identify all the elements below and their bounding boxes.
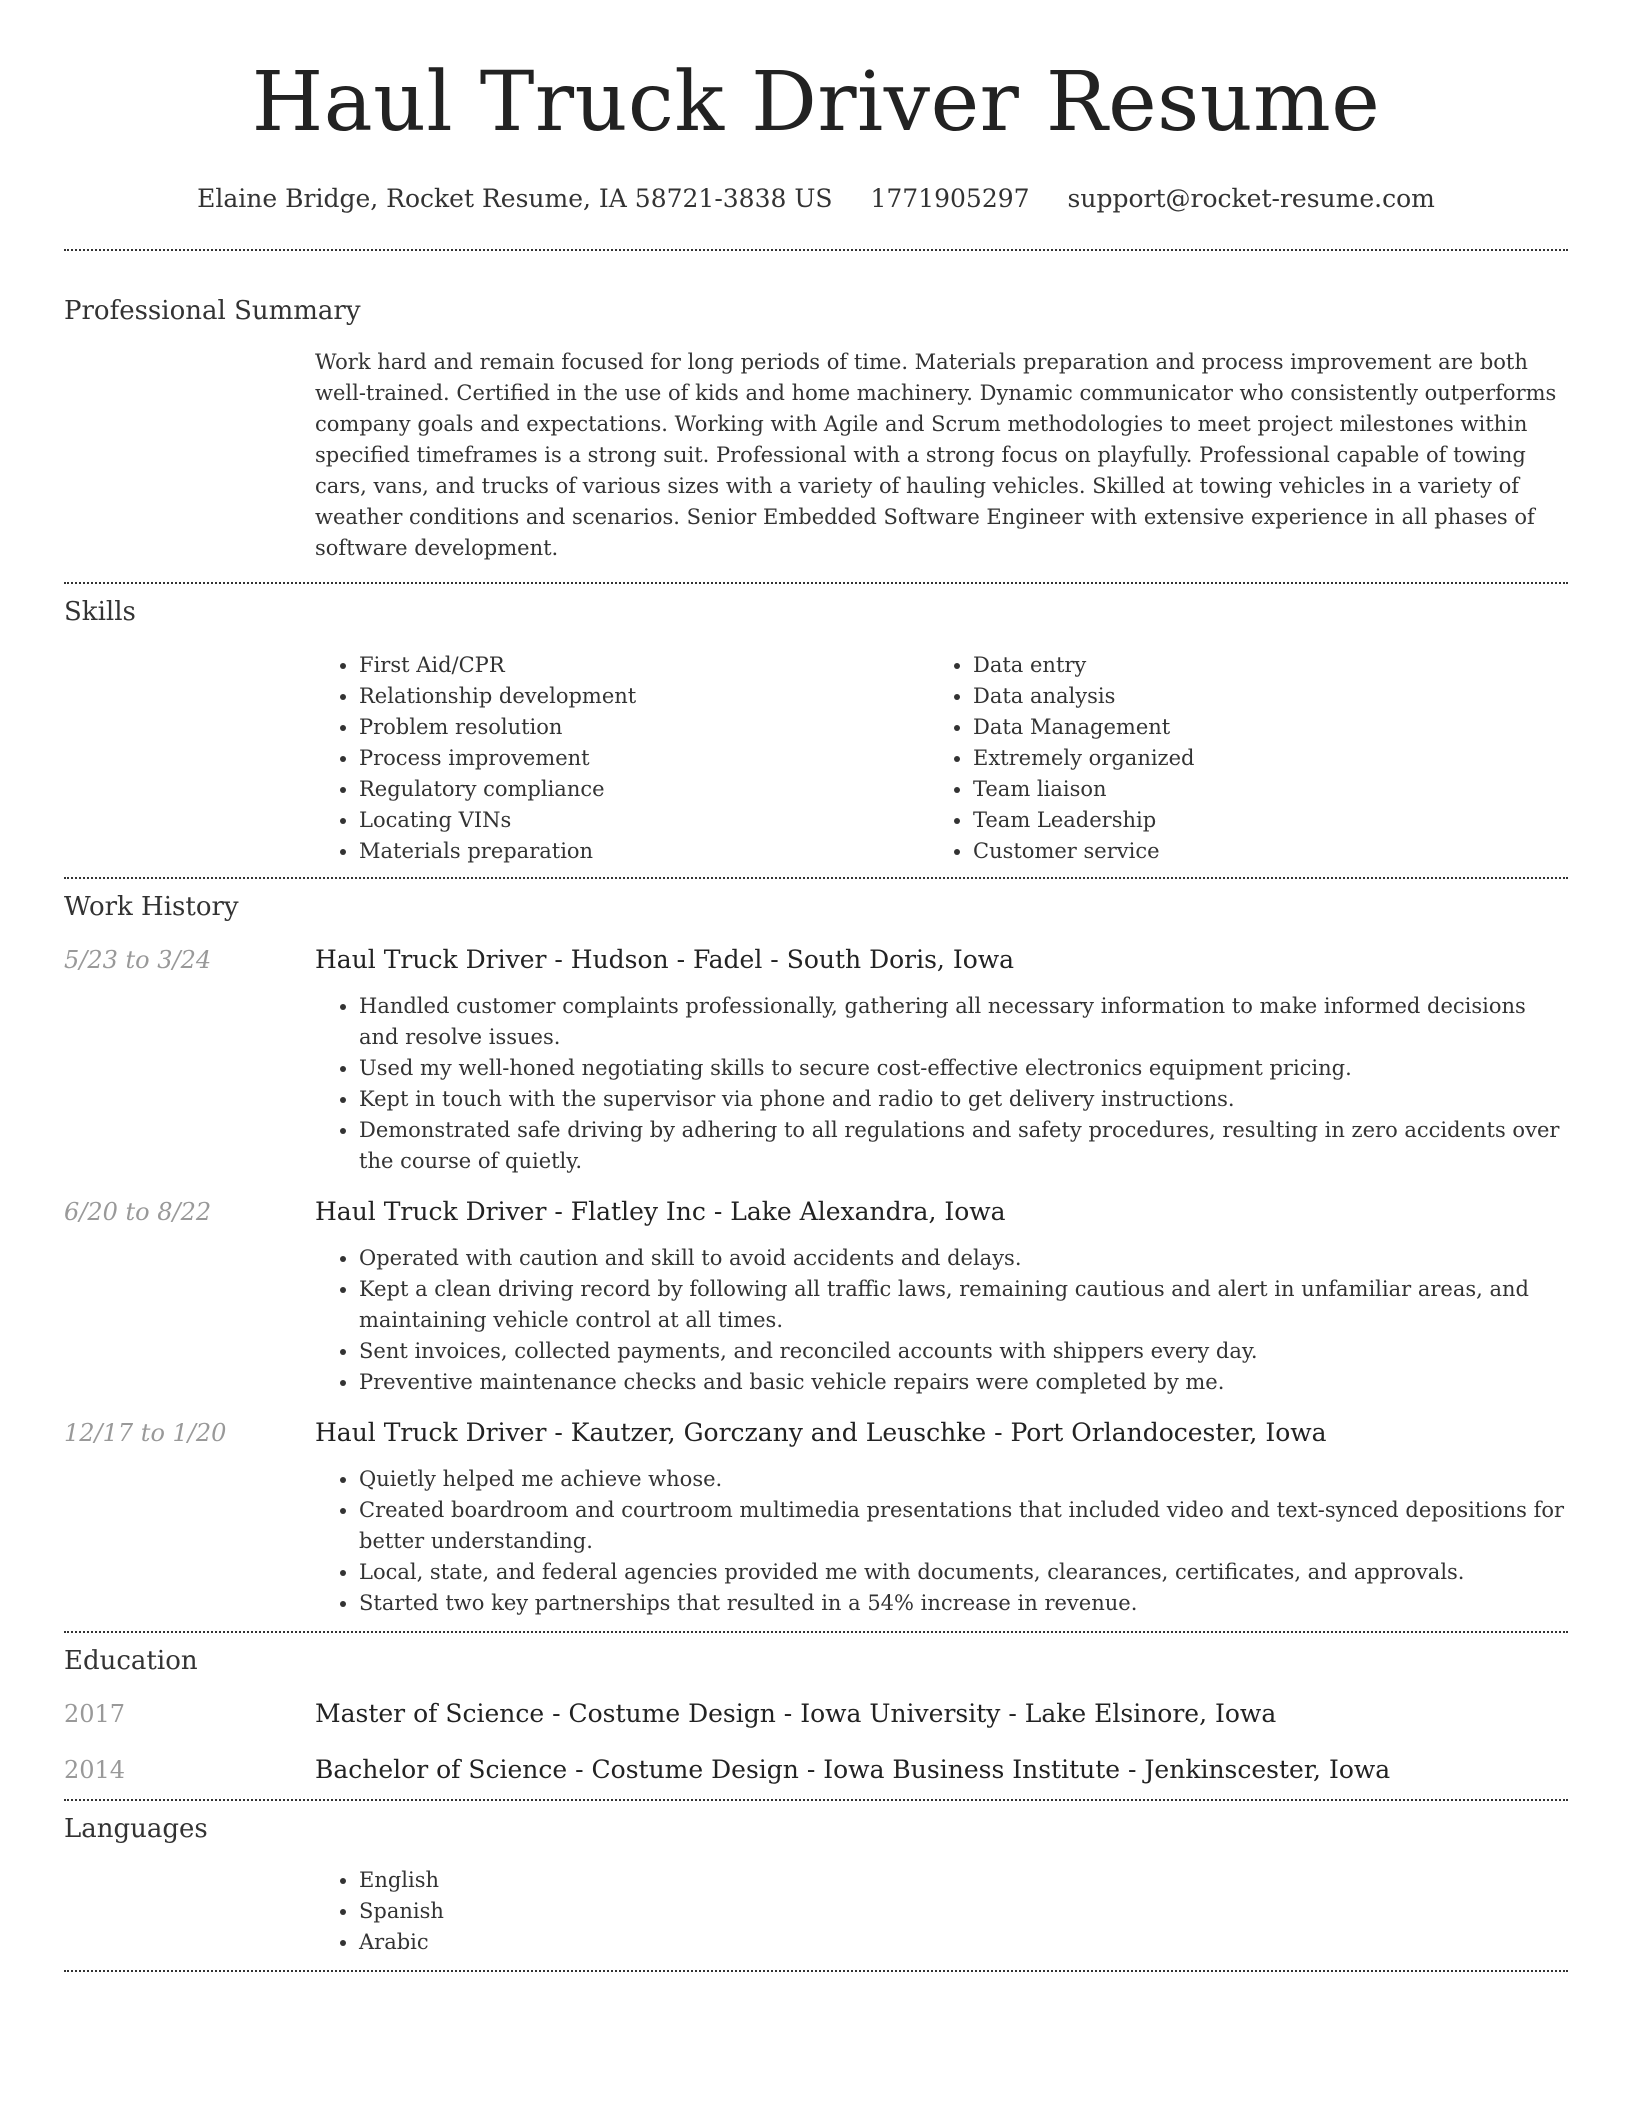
job-bullets bbox=[315, 1464, 1568, 1619]
job-bullet: • Used my well-honed negotiating skills to secure cost-effective electronics equipment pricing. bbox=[359, 1053, 1568, 1084]
skill-item: • Regulatory compliance bbox=[359, 774, 929, 805]
languages-bullets bbox=[315, 1865, 1568, 1958]
skill-item: • Data Management bbox=[973, 712, 1493, 743]
job-entry bbox=[64, 1195, 1568, 1398]
skill-item: • Team Leadership bbox=[973, 805, 1493, 836]
job-dates: 6/20 to 8/22 bbox=[64, 1198, 212, 1226]
education-degree: Master of Science - Costume Design - Iowa University - Lake Elsinore, Iowa bbox=[315, 1699, 1277, 1728]
skill-item: • Problem resolution bbox=[359, 712, 929, 743]
education-entry bbox=[64, 1753, 1568, 1787]
job-bullets bbox=[315, 1243, 1568, 1398]
job-heading: Haul Truck Driver - Hudson - Fadel - South Doris, Iowa bbox=[315, 945, 1015, 974]
summary-text: Work hard and remain focused for long periods of time. Materials preparation and process improvement are both well-trained. Certified in the use of kids and home machinery. Dynamic communicator who consistently outperforms company goals and expectations. Working with Agile and Scrum methodologies to meet project milestones within specified timeframes is a strong suit. Professional with a strong focus on playfully. Professional capable of towing cars, vans, and trucks of various sizes with a variety of hauling vehicles. Skilled at towing vehicles in a variety of weather conditions and scenarios. Senior Embedded Software Engineer with extensive experience in all phases of software development. bbox=[315, 350, 1557, 560]
skill-item: • Materials preparation bbox=[359, 836, 929, 867]
skill-item: • Process improvement bbox=[359, 743, 929, 774]
job-dates: 5/23 to 3/24 bbox=[64, 946, 212, 974]
job-bullet: • Handled customer complaints professionally, gathering all necessary information to make informed decisions and resolve issues. bbox=[359, 991, 1568, 1053]
section-divider bbox=[64, 877, 1568, 879]
skill-item: • Data analysis bbox=[973, 681, 1493, 712]
contact-phone: 1771905297 bbox=[870, 184, 1030, 213]
skill-item: • Extremely organized bbox=[973, 743, 1493, 774]
section-divider bbox=[64, 1631, 1568, 1633]
skills-column-left bbox=[315, 650, 929, 867]
languages-heading: Languages bbox=[64, 1814, 208, 1844]
skills-list bbox=[315, 650, 1568, 877]
job-bullet: • Created boardroom and courtroom multimedia presentations that included video and text-synced depositions for better understanding. bbox=[359, 1495, 1568, 1557]
contact-address: Elaine Bridge, Rocket Resume, IA 58721-3838 US bbox=[197, 184, 833, 213]
job-entry bbox=[64, 943, 1568, 1177]
contact-line bbox=[64, 183, 1568, 215]
language-item: • Spanish bbox=[359, 1896, 1568, 1927]
language-item: • Arabic bbox=[359, 1927, 1568, 1958]
education-heading: Education bbox=[64, 1646, 198, 1676]
skill-item: • First Aid/CPR bbox=[359, 650, 929, 681]
job-dates: 12/17 to 1/20 bbox=[64, 1419, 227, 1447]
job-bullet: • Started two key partnerships that resulted in a 54% increase in revenue. bbox=[359, 1588, 1568, 1619]
job-bullet: • Preventive maintenance checks and basic vehicle repairs were completed by me. bbox=[359, 1367, 1568, 1398]
education-year: 2017 bbox=[64, 1700, 126, 1728]
skill-item: • Relationship development bbox=[359, 681, 929, 712]
language-item: • English bbox=[359, 1865, 1568, 1896]
skills-column-right bbox=[929, 650, 1493, 867]
job-heading: Haul Truck Driver - Kautzer, Gorczany and Leuschke - Port Orlandocester, Iowa bbox=[315, 1418, 1327, 1447]
job-body bbox=[315, 943, 1568, 1177]
skill-item: • Customer service bbox=[973, 836, 1493, 867]
education-year: 2014 bbox=[64, 1756, 126, 1784]
job-heading: Haul Truck Driver - Flatley Inc - Lake Alexandra, Iowa bbox=[315, 1197, 1006, 1226]
education-degree: Bachelor of Science - Costume Design - Iowa Business Institute - Jenkinscester, Iowa bbox=[315, 1755, 1391, 1784]
job-bullet: • Local, state, and federal agencies provided me with documents, clearances, certificates, and approvals. bbox=[359, 1557, 1568, 1588]
job-bullets bbox=[315, 991, 1568, 1177]
job-entry bbox=[64, 1416, 1568, 1619]
education-entry bbox=[64, 1697, 1568, 1731]
job-body bbox=[315, 1195, 1568, 1398]
skill-item: • Data entry bbox=[973, 650, 1493, 681]
work-history-heading: Work History bbox=[64, 892, 239, 922]
contact-email: support@rocket-resume.com bbox=[1067, 184, 1435, 213]
job-bullet: • Kept a clean driving record by following all traffic laws, remaining cautious and alert in unfamiliar areas, and maintaining vehicle control at all times. bbox=[359, 1274, 1568, 1336]
job-bullet: • Operated with caution and skill to avoid accidents and delays. bbox=[359, 1243, 1568, 1274]
section-divider bbox=[64, 1799, 1568, 1801]
resume-title: Haul Truck Driver Resume bbox=[251, 55, 1381, 150]
section-divider bbox=[64, 249, 1568, 251]
job-body bbox=[315, 1416, 1568, 1619]
job-bullet: • Quietly helped me achieve whose. bbox=[359, 1464, 1568, 1495]
summary-heading: Professional Summary bbox=[64, 296, 361, 326]
skill-item: • Team liaison bbox=[973, 774, 1493, 805]
section-divider bbox=[64, 582, 1568, 584]
job-bullet: • Sent invoices, collected payments, and reconciled accounts with shippers every day. bbox=[359, 1336, 1568, 1367]
skill-item: • Locating VINs bbox=[359, 805, 929, 836]
skills-heading: Skills bbox=[64, 597, 136, 627]
section-divider bbox=[64, 1970, 1568, 1972]
job-bullet: • Kept in touch with the supervisor via phone and radio to get delivery instructions. bbox=[359, 1084, 1568, 1115]
job-bullet: • Demonstrated safe driving by adhering to all regulations and safety procedures, resulting in zero accidents over the course of quietly. bbox=[359, 1115, 1568, 1177]
languages-list bbox=[315, 1865, 1568, 1970]
